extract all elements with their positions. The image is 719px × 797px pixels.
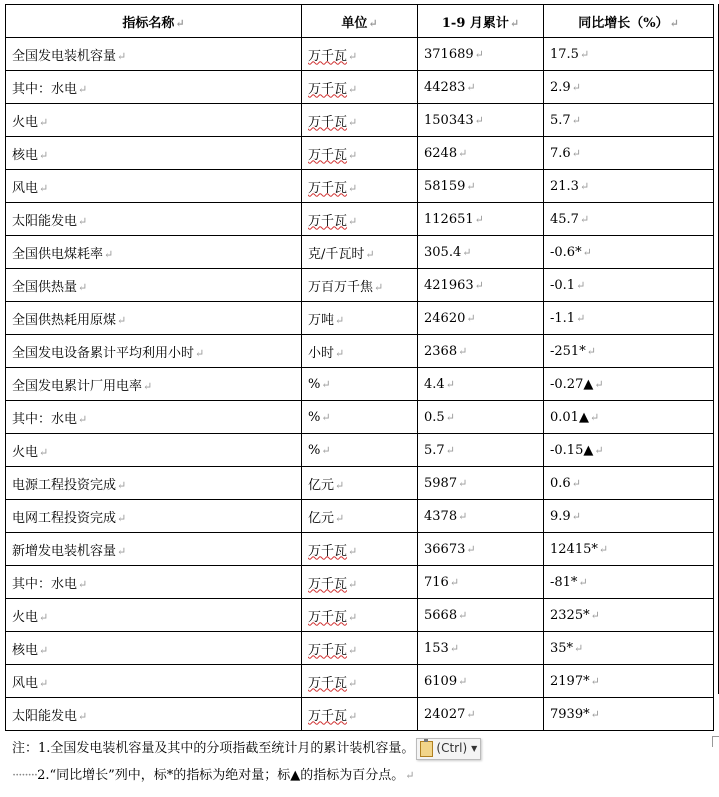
cell-indicator: 全国发电设备累计平均利用小时↵: [6, 335, 302, 368]
cell-growth: -0.15▲↵: [544, 434, 714, 467]
cell-growth: 17.5↵: [544, 38, 714, 71]
cell-cumulative: 24027↵: [418, 698, 544, 731]
cell-unit: 万千瓦↵: [302, 203, 418, 236]
cell-growth: -0.6*↵: [544, 236, 714, 269]
cell-growth: 45.7↵: [544, 203, 714, 236]
cell-cumulative: 5987↵: [418, 467, 544, 500]
cell-growth: 2197*↵: [544, 665, 714, 698]
table-row: [6, 137, 714, 170]
cell-cumulative: 44283↵: [418, 71, 544, 104]
cell-unit: 万千瓦↵: [302, 533, 418, 566]
table-row: [6, 368, 714, 401]
cell-growth: -1.1↵: [544, 302, 714, 335]
cell-indicator: 电网工程投资完成↵: [6, 500, 302, 533]
cell-unit: %↵: [302, 368, 418, 401]
header-cumulative: 1-9 月累计↵: [418, 5, 544, 38]
cell-growth: -0.27▲↵: [544, 368, 714, 401]
table-row: [6, 500, 714, 533]
table-row: [6, 236, 714, 269]
cell-indicator: 风电↵: [6, 170, 302, 203]
table-row: [6, 566, 714, 599]
header-unit: 单位↵: [302, 5, 418, 38]
cell-growth: 7.6↵: [544, 137, 714, 170]
cell-cumulative: 6248↵: [418, 137, 544, 170]
footnotes: [12, 735, 712, 789]
chevron-down-icon: ▼: [471, 744, 478, 753]
cell-growth: 35*↵: [544, 632, 714, 665]
cell-indicator: 核电↵: [6, 137, 302, 170]
cell-unit: 万千瓦↵: [302, 170, 418, 203]
cell-indicator: 核电↵: [6, 632, 302, 665]
cell-cumulative: 421963↵: [418, 269, 544, 302]
cell-indicator: 全国供电煤耗率↵: [6, 236, 302, 269]
cell-indicator: 全国供热量↵: [6, 269, 302, 302]
cell-unit: 万千瓦↵: [302, 665, 418, 698]
cell-unit: 万千瓦↵: [302, 137, 418, 170]
cell-indicator: 其中：水电↵: [6, 566, 302, 599]
cell-growth: 7939*↵: [544, 698, 714, 731]
cell-unit: 万千瓦↵: [302, 698, 418, 731]
table-row: [6, 632, 714, 665]
cell-unit: 万吨↵: [302, 302, 418, 335]
cell-indicator: 火电↵: [6, 599, 302, 632]
cell-unit: %↵: [302, 401, 418, 434]
cell-growth: 12415*↵: [544, 533, 714, 566]
table-row: [6, 38, 714, 71]
cell-cumulative: 153↵: [418, 632, 544, 665]
cell-indicator: 火电↵: [6, 434, 302, 467]
cell-indicator: 火电↵: [6, 104, 302, 137]
cell-unit: 万百万千焦↵: [302, 269, 418, 302]
header-indicator: 指标名称↵: [6, 5, 302, 38]
table-row: [6, 434, 714, 467]
cell-indicator: 其中：水电↵: [6, 401, 302, 434]
cell-cumulative: 5668↵: [418, 599, 544, 632]
cell-growth: -81*↵: [544, 566, 714, 599]
cell-growth: 21.3↵: [544, 170, 714, 203]
cell-unit: 万千瓦↵: [302, 38, 418, 71]
table-row: [6, 467, 714, 500]
cell-indicator: 全国发电装机容量↵: [6, 38, 302, 71]
cell-indicator: 太阳能发电↵: [6, 203, 302, 236]
cell-indicator: 全国发电累计厂用电率↵: [6, 368, 302, 401]
cell-growth: -251*↵: [544, 335, 714, 368]
cell-unit: 万千瓦↵: [302, 599, 418, 632]
cell-cumulative: 58159↵: [418, 170, 544, 203]
cell-cumulative: 2368↵: [418, 335, 544, 368]
table-row: [6, 104, 714, 137]
cell-cumulative: 5.7↵: [418, 434, 544, 467]
cell-cumulative: 6109↵: [418, 665, 544, 698]
cell-growth: -0.1↵: [544, 269, 714, 302]
table-row: [6, 71, 714, 104]
paste-options-button[interactable]: (Ctrl) ▼: [416, 738, 481, 760]
cell-indicator: 电源工程投资完成↵: [6, 467, 302, 500]
cell-unit: 亿元↵: [302, 467, 418, 500]
cell-cumulative: 112651↵: [418, 203, 544, 236]
page-corner-mark: [712, 736, 719, 747]
table-row: [6, 401, 714, 434]
cell-growth: 2325*↵: [544, 599, 714, 632]
cell-cumulative: 36673↵: [418, 533, 544, 566]
cell-growth: 9.9↵: [544, 500, 714, 533]
footnote-1: 注：1.全国发电装机容量及其中的分项指截至统计月的累计装机容量。 (Ctrl) ▼: [12, 735, 712, 762]
clipboard-icon: [420, 741, 433, 757]
footnote-2: ········2.“同比增长”列中，标*的指标为绝对量；标▲的指标为百分点。↵: [12, 768, 415, 783]
table-row: [6, 269, 714, 302]
table-row: [6, 698, 714, 731]
table-header-row: [6, 5, 714, 38]
statistics-table: [5, 4, 714, 731]
header-growth: 同比增长（%）↵: [544, 5, 714, 38]
cell-growth: 0.01▲↵: [544, 401, 714, 434]
cell-unit: 万千瓦↵: [302, 71, 418, 104]
table-row: [6, 599, 714, 632]
cell-indicator: 新增发电装机容量↵: [6, 533, 302, 566]
cell-cumulative: 150343↵: [418, 104, 544, 137]
cell-unit: 亿元↵: [302, 500, 418, 533]
cell-cumulative: 716↵: [418, 566, 544, 599]
cell-unit: 克/千瓦时↵: [302, 236, 418, 269]
table-row: [6, 203, 714, 236]
cell-unit: 万千瓦↵: [302, 632, 418, 665]
table-edge-mark: [714, 4, 719, 694]
cell-indicator: 其中：水电↵: [6, 71, 302, 104]
table-row: [6, 302, 714, 335]
cell-indicator: 太阳能发电↵: [6, 698, 302, 731]
cell-cumulative: 0.5↵: [418, 401, 544, 434]
cell-cumulative: 4.4↵: [418, 368, 544, 401]
table-row: [6, 170, 714, 203]
table-row: [6, 665, 714, 698]
cell-cumulative: 371689↵: [418, 38, 544, 71]
table-row: [6, 533, 714, 566]
cell-unit: 万千瓦↵: [302, 104, 418, 137]
cell-indicator: 风电↵: [6, 665, 302, 698]
cell-unit: 小时↵: [302, 335, 418, 368]
cell-unit: 万千瓦↵: [302, 566, 418, 599]
table-row: [6, 335, 714, 368]
cell-cumulative: 305.4↵: [418, 236, 544, 269]
cell-growth: 2.9↵: [544, 71, 714, 104]
cell-indicator: 全国供热耗用原煤↵: [6, 302, 302, 335]
cell-cumulative: 4378↵: [418, 500, 544, 533]
cell-cumulative: 24620↵: [418, 302, 544, 335]
indent-dots: ········: [12, 768, 38, 783]
cell-unit: %↵: [302, 434, 418, 467]
cell-growth: 0.6↵: [544, 467, 714, 500]
cell-growth: 5.7↵: [544, 104, 714, 137]
